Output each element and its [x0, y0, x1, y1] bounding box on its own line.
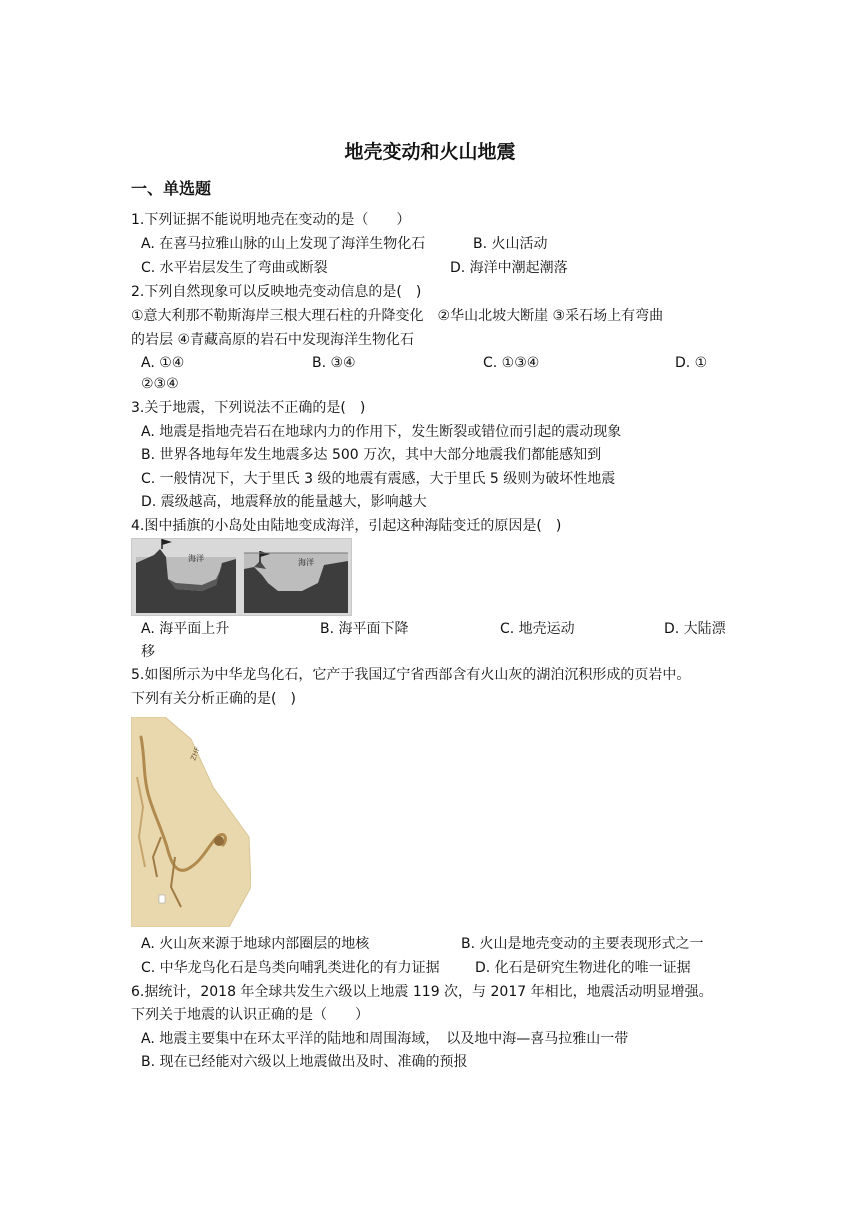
q2-option-a[interactable]: A. ①④	[141, 355, 185, 371]
q3-stem: 3.关于地震，下列说法不正确的是( )	[131, 400, 366, 416]
q6-stem-line-2: 下列关于地震的认识正确的是（ ）	[131, 1007, 369, 1023]
q4-option-c[interactable]: C. 地壳运动	[500, 621, 575, 637]
q3-option-d[interactable]: D. 震级越高，地震释放的能量越大，影响越大	[141, 494, 427, 510]
q1-option-a[interactable]: A. 在喜马拉雅山脉的山上发现了海洋生物化石	[141, 236, 426, 252]
figure-sea-label-right: 海洋	[298, 558, 314, 567]
q1-option-c[interactable]: C. 水平岩层发生了弯曲或断裂	[141, 260, 328, 276]
q5-option-c[interactable]: C. 中华龙鸟化石是鸟类向哺乳类进化的有力证据	[141, 960, 440, 976]
section-heading: 一、单选题	[131, 179, 212, 198]
q6-option-a[interactable]: A. 地震主要集中在环太平洋的陆地和周围海域， 以及地中海—喜马拉雅山一带	[141, 1031, 629, 1047]
q1-option-d[interactable]: D. 海洋中潮起潮落	[450, 260, 568, 276]
q5-option-d[interactable]: D. 化石是研究生物进化的唯一证据	[475, 960, 691, 976]
q4-option-a[interactable]: A. 海平面上升	[141, 621, 230, 637]
sea-land-change-figure	[131, 538, 352, 616]
q1-option-b[interactable]: B. 火山活动	[473, 236, 548, 252]
document-title: 地壳变动和火山地震	[344, 141, 516, 163]
q5-option-b[interactable]: B. 火山是地壳变动的主要表现形式之一	[461, 936, 704, 952]
q6-stem-line-1: 6.据统计，2018 年全球共发生六级以上地震 119 次，与 2017 年相比，地震活动明显增强。	[131, 984, 713, 1000]
q2-option-d-continued[interactable]: ②③④	[141, 376, 179, 392]
q5-option-a[interactable]: A. 火山灰来源于地球内部圈层的地核	[141, 936, 370, 952]
svg-text:ZHF: ZHF	[189, 745, 202, 762]
q3-option-b[interactable]: B. 世界各地每年发生地震多达 500 万次，其中大部分地震我们都能感知到	[141, 447, 602, 463]
q2-option-c[interactable]: C. ①③④	[483, 355, 540, 371]
q2-stem: 2.下列自然现象可以反映地壳变动信息的是( )	[131, 284, 422, 300]
figure-sea-label-left: 海洋	[188, 554, 204, 563]
q5-stem-line-2: 下列有关分析正确的是( )	[131, 691, 296, 707]
q2-statement-line-2: 的岩层 ④青藏高原的岩石中发现海洋生物化石	[131, 332, 414, 348]
q2-option-b[interactable]: B. ③④	[312, 355, 356, 371]
q1-stem: 1.下列证据不能说明地壳在变动的是（ ）	[131, 212, 411, 228]
q4-option-d[interactable]: D. 大陆漂	[664, 621, 726, 637]
q4-option-b[interactable]: B. 海平面下降	[320, 621, 409, 637]
q6-option-b[interactable]: B. 现在已经能对六级以上地震做出及时、准确的预报	[141, 1054, 468, 1070]
q4-stem: 4.图中插旗的小岛处由陆地变成海洋，引起这种海陆变迁的原因是( )	[131, 518, 562, 534]
q4-option-d-continued[interactable]: 移	[141, 644, 155, 660]
q3-option-c[interactable]: C. 一般情况下，大于里氏 3 级的地震有震感，大于里氏 5 级则为破坏性地震	[141, 471, 616, 487]
q2-option-d[interactable]: D. ①	[675, 355, 708, 371]
q2-statement-line-1: ①意大利那不勒斯海岸三根大理石柱的升降变化 ②华山北坡大断崖 ③采石场上有弯曲	[131, 308, 664, 324]
q3-option-a[interactable]: A. 地震是指地壳岩石在地球内力的作用下，发生断裂或错位而引起的震动现象	[141, 424, 622, 440]
sinosauropteryx-fossil-image	[131, 717, 251, 927]
q5-stem-line-1: 5.如图所示为中华龙鸟化石，它产于我国辽宁省西部含有火山灰的湖泊沉积形成的页岩中。	[131, 667, 691, 683]
